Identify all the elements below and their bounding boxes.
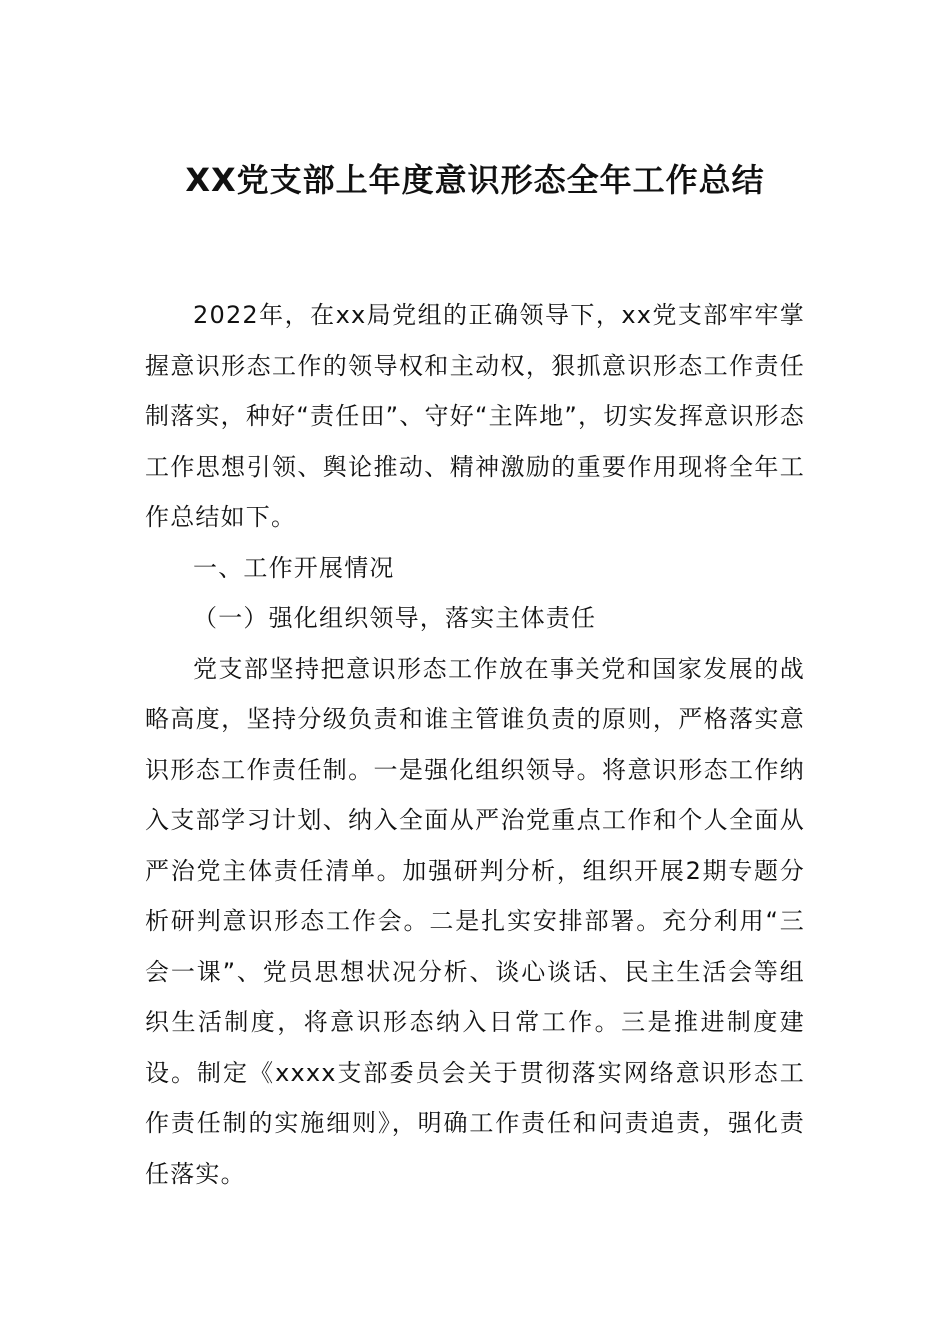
document-body [145,290,805,1199]
intro-paragraph: 2022年，在xx局党组的正确领导下，xx党支部牢牢掌握意识形态工作的领导权和主动权，狠抓意识形态工作责任制落实，种好“责任田”、守好“主阵地”，切实发挥意识形态工作思想引领、舆论推动、精神激励的重要作用现将全年工作总结如下。 [145,301,805,531]
document-title: XX党支部上年度意识形态全年工作总结 [185,161,765,199]
body-paragraph: 党支部坚持把意识形态工作放在事关党和国家发展的战略高度，坚持分级负责和谁主管谁负责的原则，严格落实意识形态工作责任制。一是强化组织领导。将意识形态工作纳入支部学习计划、纳入全面从严治党重点工作和个人全面从严治党主体责任清单。加强研判分析，组织开展2期专题分析研判意识形态工作会。二是扎实安排部署。充分利用“三会一课”、党员思想状况分析、谈心谈话、民主生活会等组织生活制度，将意识形态纳入日常工作。三是推进制度建设。制定《xxxx支部委员会关于贯彻落实网络意识形态工作责任制的实施细则》，明确工作责任和问责追责，强化责任落实。 [145,654,805,1188]
section-heading: 一、工作开展情况 [193,553,395,582]
subsection-heading: （一）强化组织领导，落实主体责任 [193,604,597,632]
